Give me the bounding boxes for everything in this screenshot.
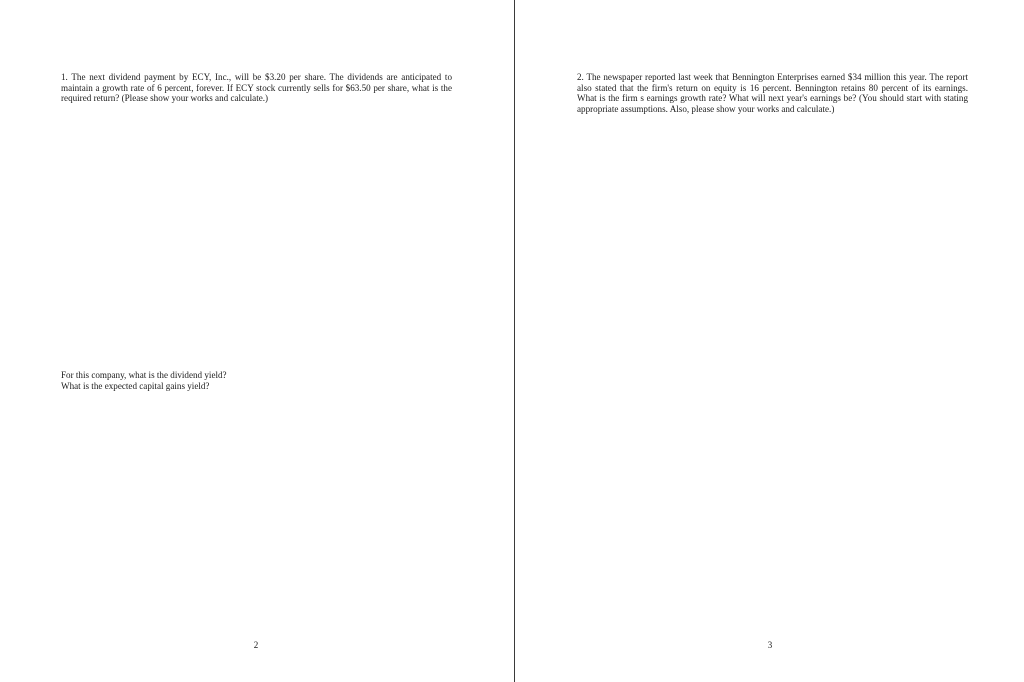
page-number: 3 — [767, 640, 773, 650]
question-1-text: 1. The next dividend payment by ECY, Inc., will be $3.20 per share. The dividends are anticipated to maintain a growth rate of 6 percent, forever. If ECY stock currently sells for $63.50 per share, what is the required return? (Please show your works and calculate.) — [61, 72, 452, 104]
question-1-followup — [61, 370, 452, 391]
dividend-yield-question: For this company, what is the dividend yield? — [61, 370, 227, 380]
capital-gains-yield-question: What is the expected capital gains yield? — [61, 380, 210, 391]
page-number: 2 — [253, 640, 259, 650]
question-2-text: 2. The newspaper reported last week that Bennington Enterprises earned $34 million this year. The report also stated that the firm's return on equity is 16 percent. Bennington retains 80 percent of its earnings. What is the firm s earnings growth rate? What will next year's earnings be? (You should start with stating appropriate assumptions. Also, please show your works and calculate.) — [577, 72, 968, 114]
document-page-right — [515, 0, 1024, 682]
